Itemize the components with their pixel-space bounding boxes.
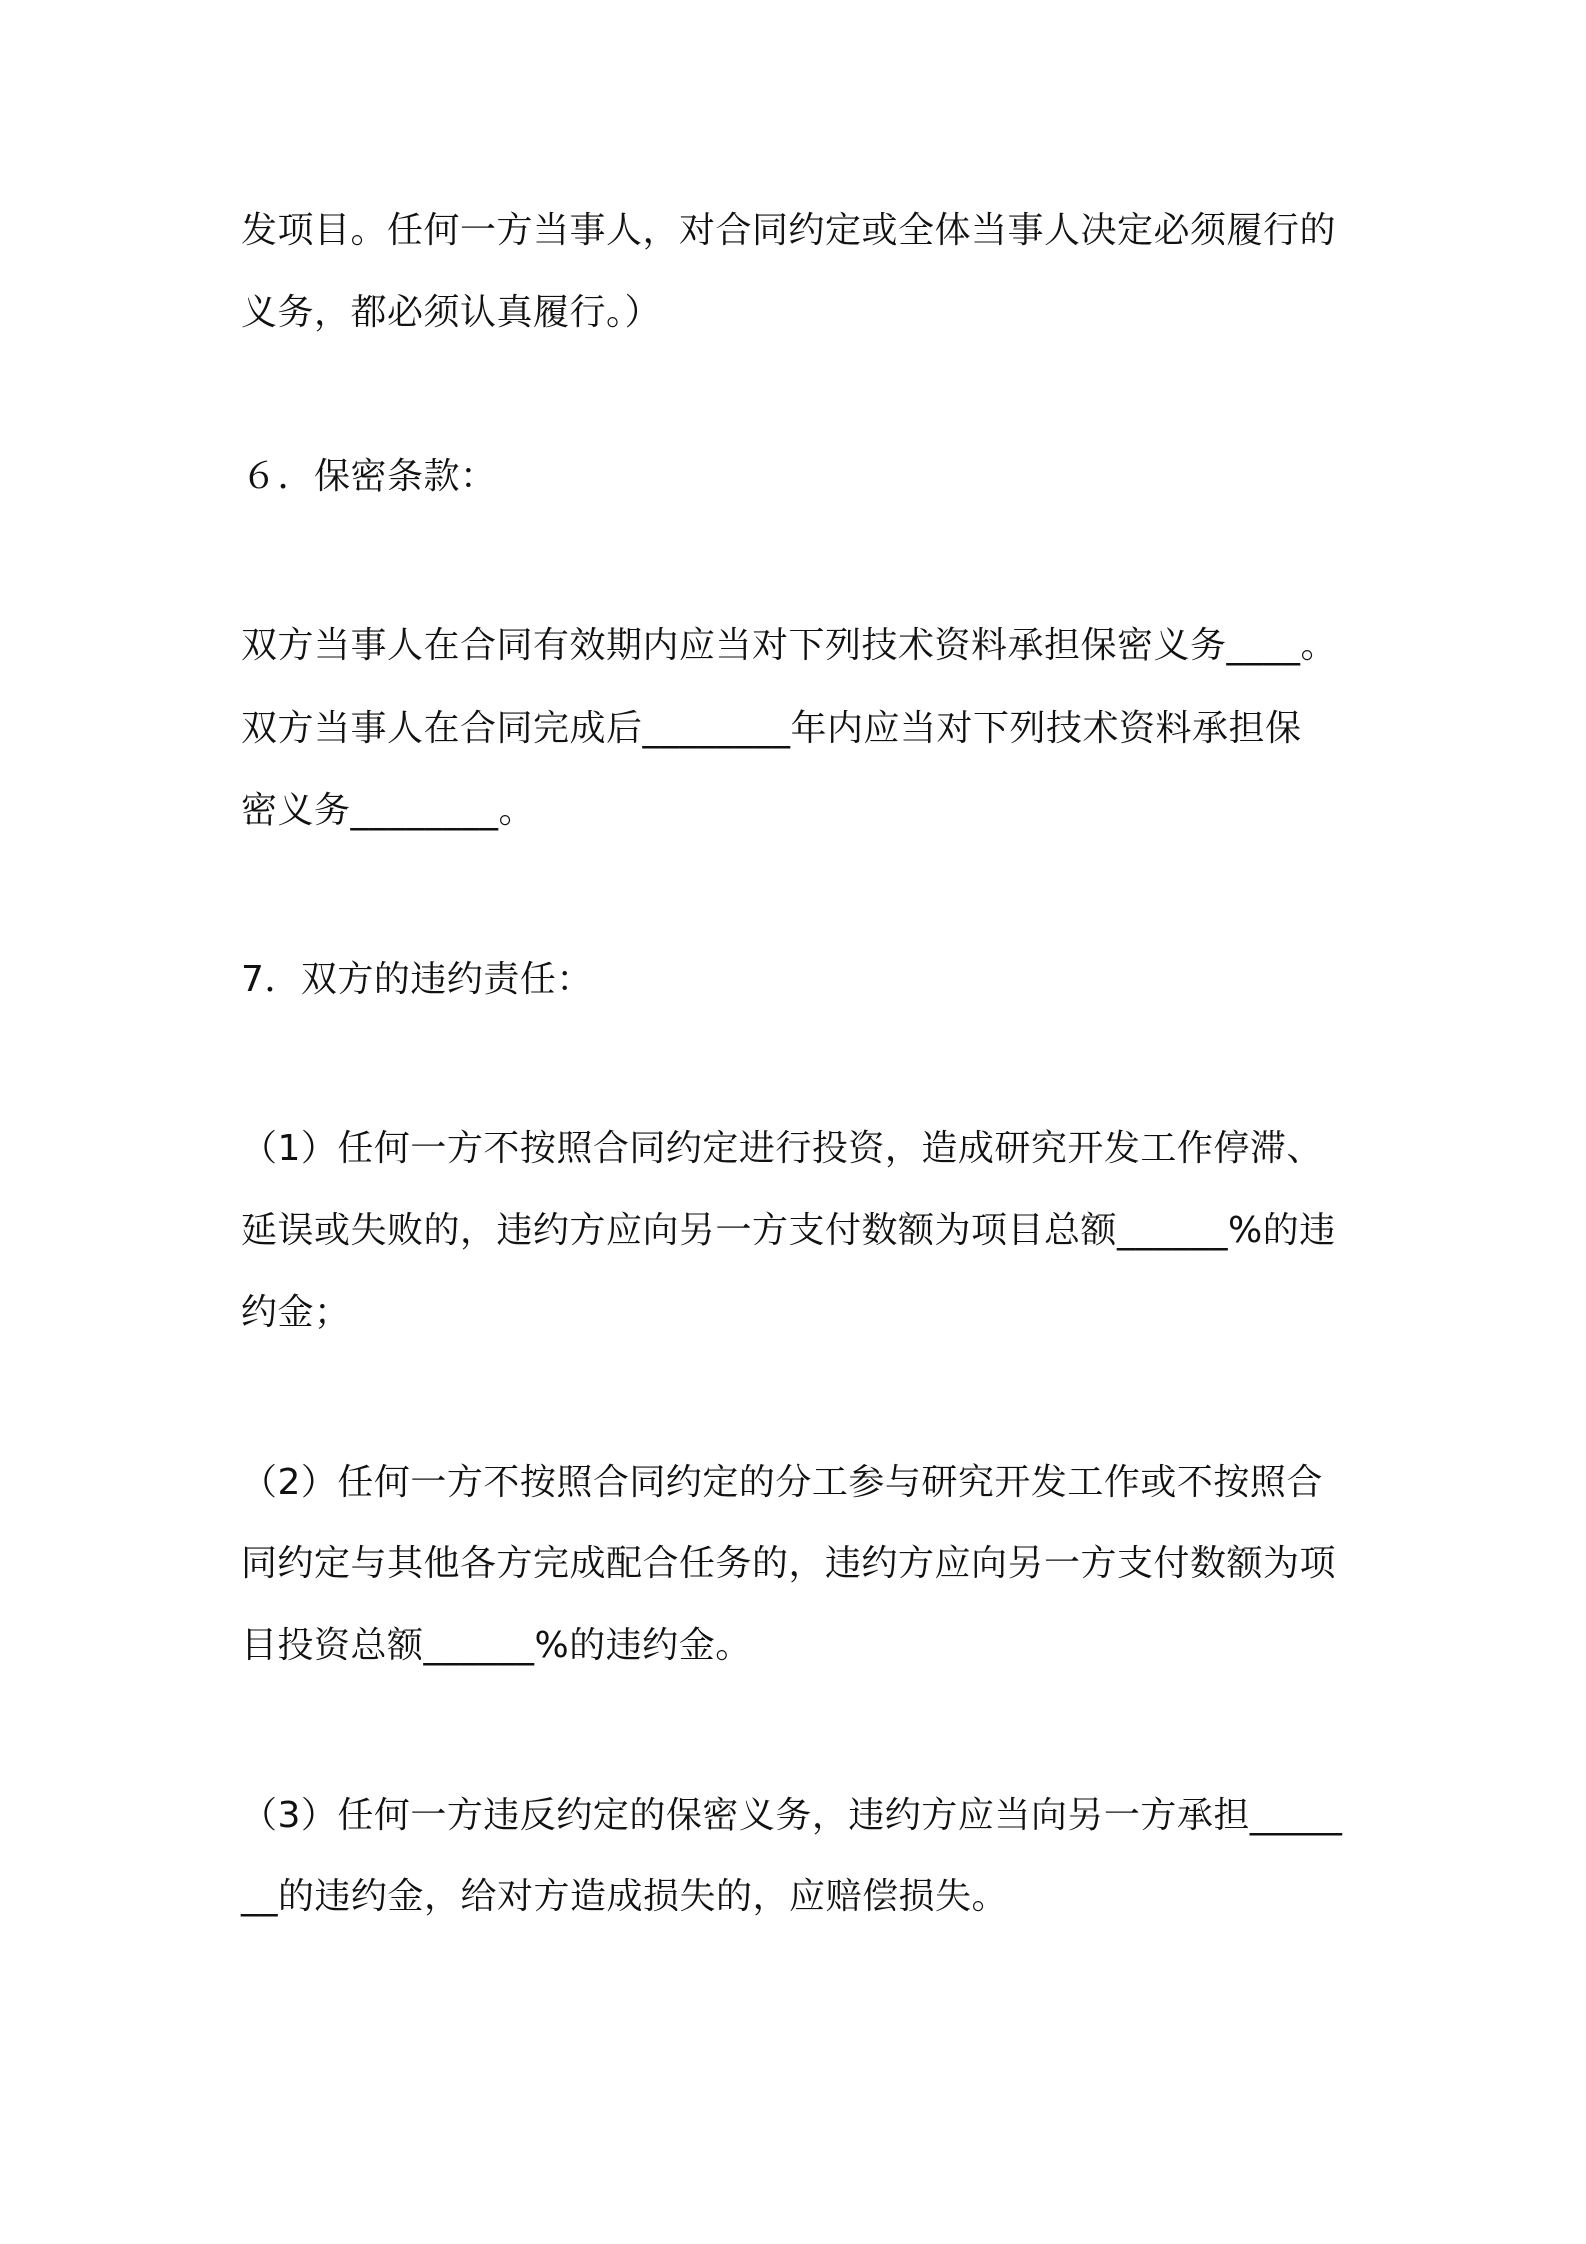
clause-1-line-2: 延误或失败的，违约方应向另一方支付数额为项目总额______%的违 bbox=[241, 1210, 1336, 1251]
text-line-4: 双方当事人在合同有效期内应当对下列技术资料承担保密义务____。 bbox=[241, 625, 1338, 666]
text-line-6: 密义务________。 bbox=[241, 790, 536, 831]
section-6-heading: ６．保密条款： bbox=[241, 456, 497, 497]
section-7-heading: 7．双方的违约责任： bbox=[241, 959, 593, 1000]
text-line-2: 义务，都必须认真履行。） bbox=[241, 292, 662, 333]
clause-2-line-1: （2）任何一方不按照合同约定的分工参与研究开发工作或不按照合 bbox=[241, 1462, 1323, 1503]
clause-3-line-1: （3）任何一方违反约定的保密义务，违约方应当向另一方承担_____ bbox=[241, 1795, 1343, 1836]
clause-1-line-3: 约金； bbox=[241, 1292, 351, 1333]
clause-1-line-1: （1）任何一方不按照合同约定进行投资，造成研究开发工作停滞、 bbox=[241, 1128, 1323, 1169]
text-line-1: 发项目。任何一方当事人，对合同约定或全体当事人决定必须履行的 bbox=[241, 210, 1337, 251]
clause-3-line-2: __的违约金，给对方造成损失的，应赔偿损失。 bbox=[241, 1876, 1009, 1917]
text-line-5: 双方当事人在合同完成后________年内应当对下列技术资料承担保 bbox=[241, 708, 1302, 749]
clause-2-line-2: 同约定与其他各方完成配合任务的，违约方应向另一方支付数额为项 bbox=[241, 1543, 1337, 1584]
clause-2-line-3: 目投资总额______%的违约金。 bbox=[241, 1625, 752, 1666]
